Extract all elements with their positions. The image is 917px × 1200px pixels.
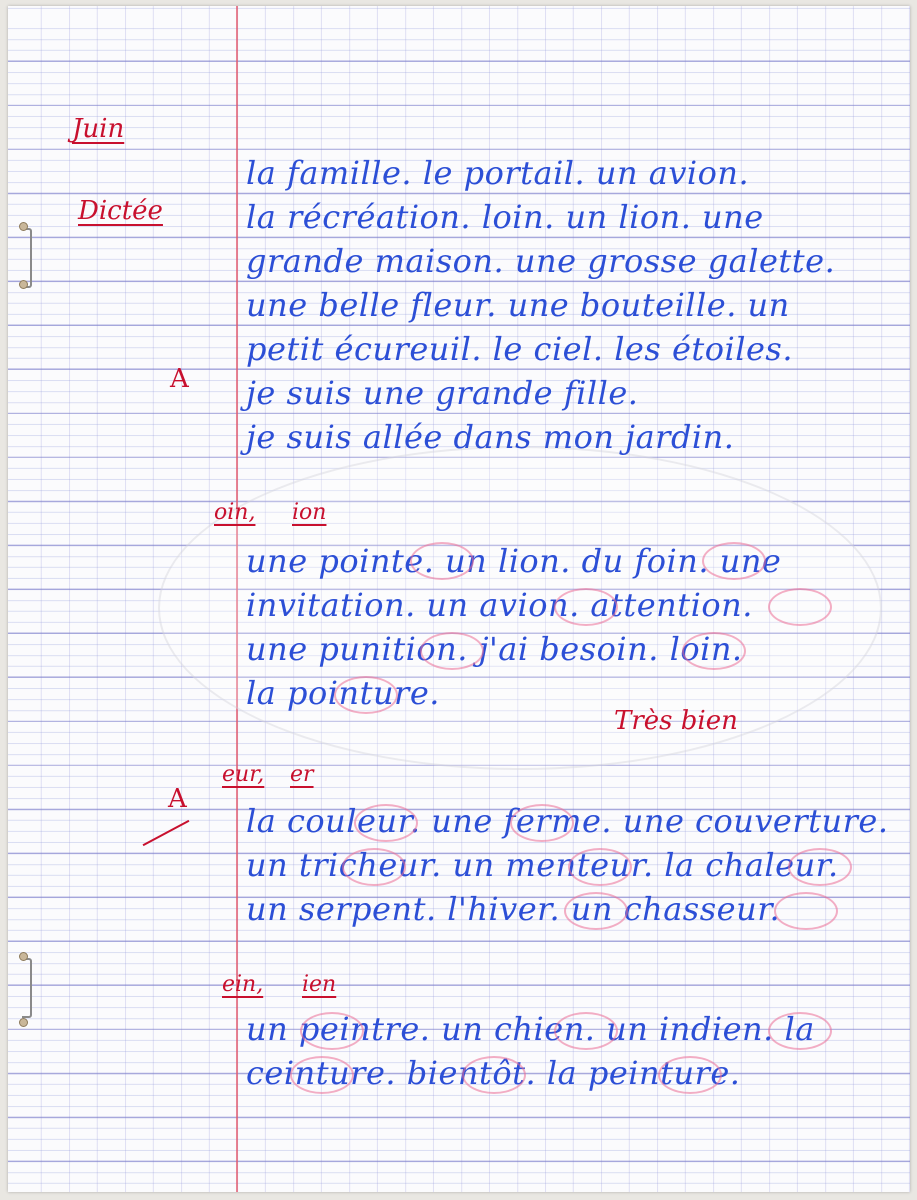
staple-hole xyxy=(19,280,28,289)
top-staple xyxy=(22,228,32,288)
dictation-line: la récréation. loin. un lion. une xyxy=(246,198,764,236)
sound-circle xyxy=(768,1012,832,1050)
dictation-line: un tricheur. un menteur. la chaleur. xyxy=(246,846,839,884)
month-label: Juin xyxy=(72,114,125,144)
staple-hole xyxy=(19,222,28,231)
sound-circle xyxy=(554,588,618,626)
sound-heading: ion xyxy=(292,500,327,525)
dictation-line: une pointe. un lion. du foin. une xyxy=(246,542,782,580)
sound-circle xyxy=(410,542,474,580)
sound-circle xyxy=(788,848,852,886)
sound-circle xyxy=(702,542,766,580)
dictation-line: je suis allée dans mon jardin. xyxy=(246,418,735,456)
dictation-line: la pointure. xyxy=(246,674,440,712)
sound-circle xyxy=(768,588,832,626)
dictation-line: une belle fleur. une bouteille. un xyxy=(246,286,790,324)
dictation-line: la couleur. une ferme. une couverture. xyxy=(246,802,889,840)
sound-circle xyxy=(334,676,398,714)
dictation-line: la famille. le portail. un avion. xyxy=(246,154,750,192)
sound-heading: ein, xyxy=(222,972,264,997)
sound-heading: oin, xyxy=(214,500,256,525)
sound-circle xyxy=(420,632,484,670)
sound-circle xyxy=(354,804,418,842)
notebook-page xyxy=(8,6,910,1192)
dictation-line: une punition. j'ai besoin. loin. xyxy=(246,630,743,668)
sound-circle xyxy=(342,848,406,886)
grade-mark: A xyxy=(168,784,187,814)
sound-circle xyxy=(510,804,574,842)
staple-hole xyxy=(19,952,28,961)
dictation-line: invitation. un avion. attention. xyxy=(246,586,753,624)
bottom-staple xyxy=(22,958,32,1018)
sound-circle xyxy=(658,1056,722,1094)
sound-heading: ien xyxy=(302,972,337,997)
sound-circle xyxy=(462,1056,526,1094)
page-title: Dictée xyxy=(78,196,163,226)
sound-heading: eur, xyxy=(222,762,265,787)
dictation-line: ceinture. bientôt. la peinture. xyxy=(246,1054,741,1092)
dictation-line: grande maison. une grosse galette. xyxy=(246,242,836,280)
sound-circle xyxy=(682,632,746,670)
sound-heading: er xyxy=(290,762,314,787)
dictation-line: petit écureuil. le ciel. les étoiles. xyxy=(246,330,794,368)
sound-circle xyxy=(300,1012,364,1050)
dictation-line: je suis une grande fille. xyxy=(246,374,639,412)
dictation-line: un peintre. un chien. un indien. la xyxy=(246,1010,815,1048)
dictation-line: un serpent. l'hiver. un chasseur. xyxy=(246,890,781,928)
sound-circle xyxy=(564,892,628,930)
red-stroke xyxy=(143,820,190,846)
sound-circle xyxy=(290,1056,354,1094)
teacher-comment: Très bien xyxy=(614,706,738,736)
staple-hole xyxy=(19,1018,28,1027)
sound-circle xyxy=(568,848,632,886)
sound-circle xyxy=(774,892,838,930)
sound-circle xyxy=(554,1012,618,1050)
grade-mark: A xyxy=(170,364,189,394)
